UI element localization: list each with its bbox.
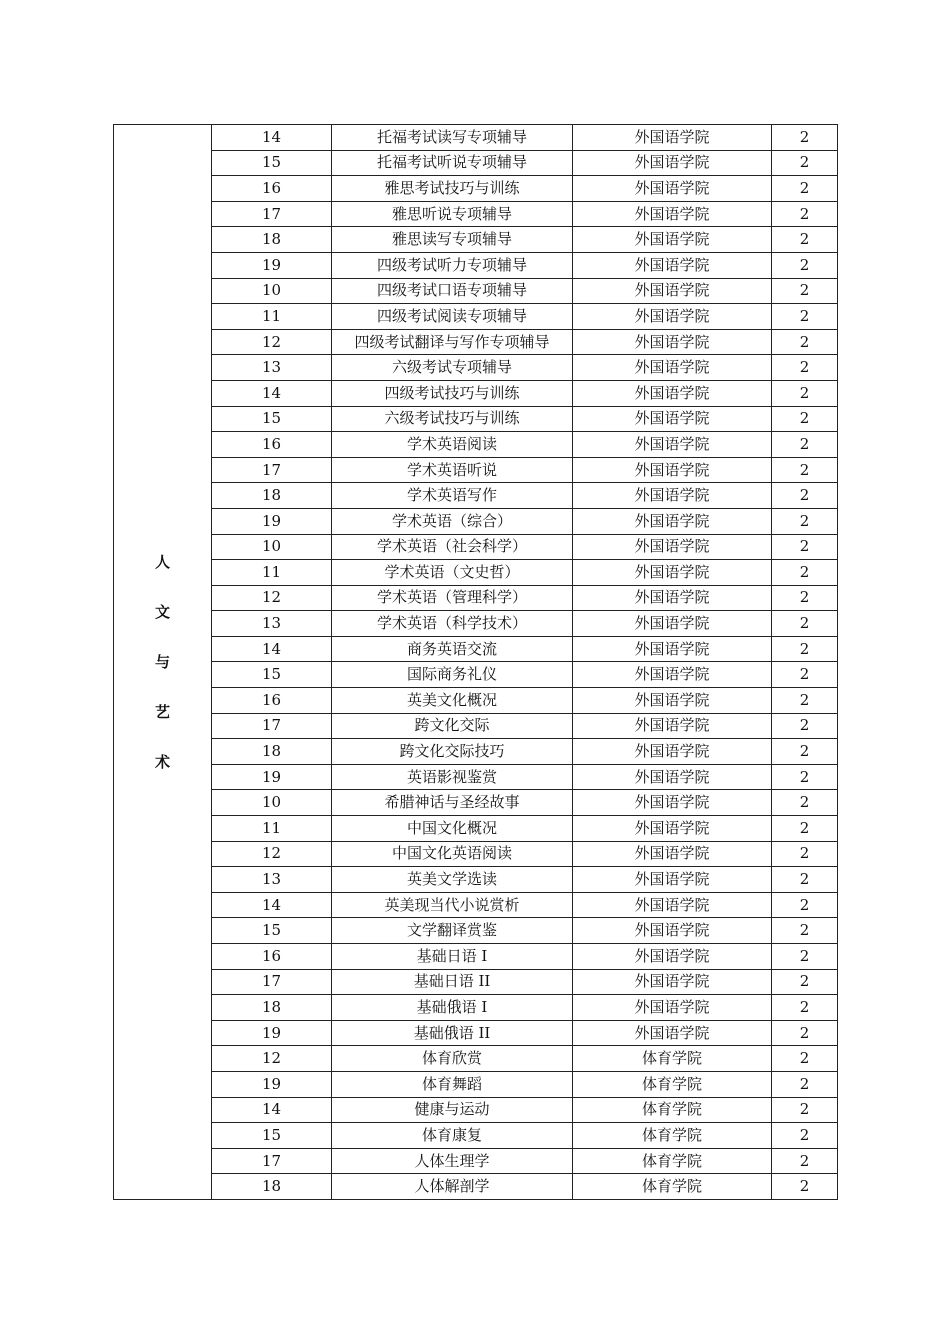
department: 外国语学院 — [573, 867, 772, 893]
department: 外国语学院 — [573, 380, 772, 406]
table-row — [114, 432, 838, 458]
credit: 2 — [772, 278, 838, 304]
table-row — [114, 483, 838, 509]
course-name: 四级考试翻译与写作专项辅导 — [332, 329, 573, 355]
table-row — [114, 995, 838, 1021]
credit: 2 — [772, 560, 838, 586]
department: 外国语学院 — [573, 534, 772, 560]
department: 外国语学院 — [573, 125, 772, 151]
course-name: 六级考试专项辅导 — [332, 355, 573, 381]
row-number: 16 — [212, 688, 332, 714]
department: 外国语学院 — [573, 816, 772, 842]
row-number: 17 — [212, 713, 332, 739]
table-row — [114, 355, 838, 381]
credit: 2 — [772, 713, 838, 739]
department: 外国语学院 — [573, 739, 772, 765]
course-name: 文学翻译赏鉴 — [332, 918, 573, 944]
course-name: 学术英语写作 — [332, 483, 573, 509]
row-number: 19 — [212, 508, 332, 534]
credit: 2 — [772, 1097, 838, 1123]
course-name: 学术英语（科学技术） — [332, 611, 573, 637]
row-number: 10 — [212, 790, 332, 816]
credit: 2 — [772, 329, 838, 355]
row-number: 15 — [212, 1123, 332, 1149]
course-name: 基础日语 II — [332, 969, 573, 995]
table-row — [114, 1020, 838, 1046]
table-row — [114, 457, 838, 483]
row-number: 14 — [212, 892, 332, 918]
department: 外国语学院 — [573, 841, 772, 867]
credit: 2 — [772, 585, 838, 611]
department: 外国语学院 — [573, 176, 772, 202]
department: 外国语学院 — [573, 457, 772, 483]
course-name: 跨文化交际技巧 — [332, 739, 573, 765]
credit: 2 — [772, 688, 838, 714]
credit: 2 — [772, 1020, 838, 1046]
department: 外国语学院 — [573, 329, 772, 355]
course-name: 学术英语（社会科学） — [332, 534, 573, 560]
row-number: 18 — [212, 995, 332, 1021]
department: 体育学院 — [573, 1148, 772, 1174]
department: 外国语学院 — [573, 201, 772, 227]
course-name: 英美现当代小说赏析 — [332, 892, 573, 918]
course-name: 体育舞蹈 — [332, 1071, 573, 1097]
department: 外国语学院 — [573, 892, 772, 918]
course-name: 学术英语（文史哲） — [332, 560, 573, 586]
table-row — [114, 713, 838, 739]
table-row — [114, 1174, 838, 1200]
row-number: 13 — [212, 611, 332, 637]
row-number: 19 — [212, 1071, 332, 1097]
course-name: 学术英语（综合） — [332, 508, 573, 534]
credit: 2 — [772, 841, 838, 867]
course-name: 人体生理学 — [332, 1148, 573, 1174]
course-name: 雅思听说专项辅导 — [332, 201, 573, 227]
credit: 2 — [772, 304, 838, 330]
department: 外国语学院 — [573, 636, 772, 662]
credit: 2 — [772, 355, 838, 381]
row-number: 17 — [212, 201, 332, 227]
department: 外国语学院 — [573, 150, 772, 176]
table-row — [114, 1097, 838, 1123]
row-number: 13 — [212, 355, 332, 381]
department: 体育学院 — [573, 1097, 772, 1123]
department: 外国语学院 — [573, 662, 772, 688]
table-row — [114, 611, 838, 637]
department: 外国语学院 — [573, 508, 772, 534]
category-char: 艺 — [154, 702, 170, 721]
course-name: 四级考试阅读专项辅导 — [332, 304, 573, 330]
course-name: 希腊神话与圣经故事 — [332, 790, 573, 816]
credit: 2 — [772, 969, 838, 995]
course-name: 雅思考试技巧与训练 — [332, 176, 573, 202]
credit: 2 — [772, 867, 838, 893]
row-number: 18 — [212, 227, 332, 253]
table-row — [114, 560, 838, 586]
credit: 2 — [772, 380, 838, 406]
row-number: 10 — [212, 278, 332, 304]
row-number: 14 — [212, 380, 332, 406]
department: 外国语学院 — [573, 790, 772, 816]
credit: 2 — [772, 125, 838, 151]
table-row — [114, 585, 838, 611]
credit: 2 — [772, 636, 838, 662]
credit: 2 — [772, 1071, 838, 1097]
department: 外国语学院 — [573, 278, 772, 304]
table-row — [114, 867, 838, 893]
credit: 2 — [772, 1046, 838, 1072]
department: 外国语学院 — [573, 483, 772, 509]
course-name: 英美文学选读 — [332, 867, 573, 893]
credit: 2 — [772, 892, 838, 918]
row-number: 15 — [212, 662, 332, 688]
table-row — [114, 125, 838, 151]
row-number: 19 — [212, 1020, 332, 1046]
course-name: 四级考试口语专项辅导 — [332, 278, 573, 304]
credit: 2 — [772, 508, 838, 534]
table-row — [114, 304, 838, 330]
row-number: 17 — [212, 1148, 332, 1174]
category-char: 与 — [154, 652, 170, 671]
row-number: 11 — [212, 560, 332, 586]
department: 外国语学院 — [573, 688, 772, 714]
department: 外国语学院 — [573, 1020, 772, 1046]
department: 外国语学院 — [573, 764, 772, 790]
table-row — [114, 1046, 838, 1072]
course-name: 国际商务礼仪 — [332, 662, 573, 688]
table-row — [114, 252, 838, 278]
table-row — [114, 1071, 838, 1097]
department: 外国语学院 — [573, 585, 772, 611]
credit: 2 — [772, 252, 838, 278]
department: 外国语学院 — [573, 611, 772, 637]
row-number: 12 — [212, 329, 332, 355]
row-number: 17 — [212, 969, 332, 995]
department: 体育学院 — [573, 1123, 772, 1149]
course-name: 体育康复 — [332, 1123, 573, 1149]
row-number: 11 — [212, 304, 332, 330]
course-name: 学术英语（管理科学） — [332, 585, 573, 611]
table-row — [114, 662, 838, 688]
department: 外国语学院 — [573, 406, 772, 432]
department: 外国语学院 — [573, 227, 772, 253]
department: 外国语学院 — [573, 918, 772, 944]
department: 外国语学院 — [573, 252, 772, 278]
row-number: 16 — [212, 432, 332, 458]
table-row — [114, 790, 838, 816]
credit: 2 — [772, 1174, 838, 1200]
course-name: 四级考试听力专项辅导 — [332, 252, 573, 278]
course-name: 基础俄语 II — [332, 1020, 573, 1046]
row-number: 15 — [212, 406, 332, 432]
department: 体育学院 — [573, 1174, 772, 1200]
table-row — [114, 1148, 838, 1174]
credit: 2 — [772, 534, 838, 560]
credit: 2 — [772, 790, 838, 816]
credit: 2 — [772, 995, 838, 1021]
row-number: 18 — [212, 1174, 332, 1200]
table-row — [114, 380, 838, 406]
table-row — [114, 764, 838, 790]
row-number: 18 — [212, 483, 332, 509]
course-name: 体育欣赏 — [332, 1046, 573, 1072]
category-char: 文 — [154, 602, 170, 621]
course-name: 六级考试技巧与训练 — [332, 406, 573, 432]
course-name: 跨文化交际 — [332, 713, 573, 739]
course-name: 雅思读写专项辅导 — [332, 227, 573, 253]
row-number: 11 — [212, 816, 332, 842]
credit: 2 — [772, 457, 838, 483]
row-number: 12 — [212, 841, 332, 867]
course-table — [113, 124, 838, 1200]
row-number: 10 — [212, 534, 332, 560]
credit: 2 — [772, 483, 838, 509]
table-row — [114, 969, 838, 995]
category-cell — [114, 125, 212, 1200]
course-name: 中国文化英语阅读 — [332, 841, 573, 867]
course-name: 托福考试听说专项辅导 — [332, 150, 573, 176]
credit: 2 — [772, 150, 838, 176]
row-number: 12 — [212, 1046, 332, 1072]
course-name: 健康与运动 — [332, 1097, 573, 1123]
row-number: 15 — [212, 150, 332, 176]
row-number: 17 — [212, 457, 332, 483]
category-char: 术 — [154, 752, 170, 771]
department: 外国语学院 — [573, 304, 772, 330]
table-row — [114, 201, 838, 227]
row-number: 18 — [212, 739, 332, 765]
department: 外国语学院 — [573, 995, 772, 1021]
course-name: 基础日语 I — [332, 944, 573, 970]
table-row — [114, 918, 838, 944]
category-char: 人 — [154, 552, 170, 571]
table-row — [114, 688, 838, 714]
credit: 2 — [772, 739, 838, 765]
table-row — [114, 816, 838, 842]
table-row — [114, 636, 838, 662]
row-number: 12 — [212, 585, 332, 611]
table-row — [114, 841, 838, 867]
department: 外国语学院 — [573, 713, 772, 739]
row-number: 13 — [212, 867, 332, 893]
table-row — [114, 739, 838, 765]
department: 体育学院 — [573, 1071, 772, 1097]
course-name: 托福考试读写专项辅导 — [332, 125, 573, 151]
course-name: 人体解剖学 — [332, 1174, 573, 1200]
department: 外国语学院 — [573, 432, 772, 458]
table-row — [114, 278, 838, 304]
row-number: 16 — [212, 176, 332, 202]
course-name: 商务英语交流 — [332, 636, 573, 662]
credit: 2 — [772, 201, 838, 227]
course-name: 英美文化概况 — [332, 688, 573, 714]
credit: 2 — [772, 406, 838, 432]
course-name: 基础俄语 I — [332, 995, 573, 1021]
department: 体育学院 — [573, 1046, 772, 1072]
row-number: 15 — [212, 918, 332, 944]
table-row — [114, 150, 838, 176]
credit: 2 — [772, 1123, 838, 1149]
course-table-body — [114, 125, 838, 1200]
table-row — [114, 227, 838, 253]
table-row — [114, 176, 838, 202]
course-name: 英语影视鉴赏 — [332, 764, 573, 790]
row-number: 19 — [212, 252, 332, 278]
credit: 2 — [772, 816, 838, 842]
table-row — [114, 406, 838, 432]
row-number: 16 — [212, 944, 332, 970]
credit: 2 — [772, 227, 838, 253]
credit: 2 — [772, 1148, 838, 1174]
department: 外国语学院 — [573, 969, 772, 995]
course-name: 四级考试技巧与训练 — [332, 380, 573, 406]
department: 外国语学院 — [573, 355, 772, 381]
credit: 2 — [772, 176, 838, 202]
department: 外国语学院 — [573, 560, 772, 586]
department: 外国语学院 — [573, 944, 772, 970]
table-row — [114, 508, 838, 534]
credit: 2 — [772, 432, 838, 458]
row-number: 14 — [212, 125, 332, 151]
row-number: 14 — [212, 636, 332, 662]
row-number: 14 — [212, 1097, 332, 1123]
table-row — [114, 892, 838, 918]
credit: 2 — [772, 944, 838, 970]
table-row — [114, 1123, 838, 1149]
course-name: 中国文化概况 — [332, 816, 573, 842]
credit: 2 — [772, 611, 838, 637]
row-number: 19 — [212, 764, 332, 790]
credit: 2 — [772, 662, 838, 688]
credit: 2 — [772, 918, 838, 944]
course-name: 学术英语听说 — [332, 457, 573, 483]
table-row — [114, 944, 838, 970]
course-name: 学术英语阅读 — [332, 432, 573, 458]
table-row — [114, 534, 838, 560]
table-row — [114, 329, 838, 355]
credit: 2 — [772, 764, 838, 790]
